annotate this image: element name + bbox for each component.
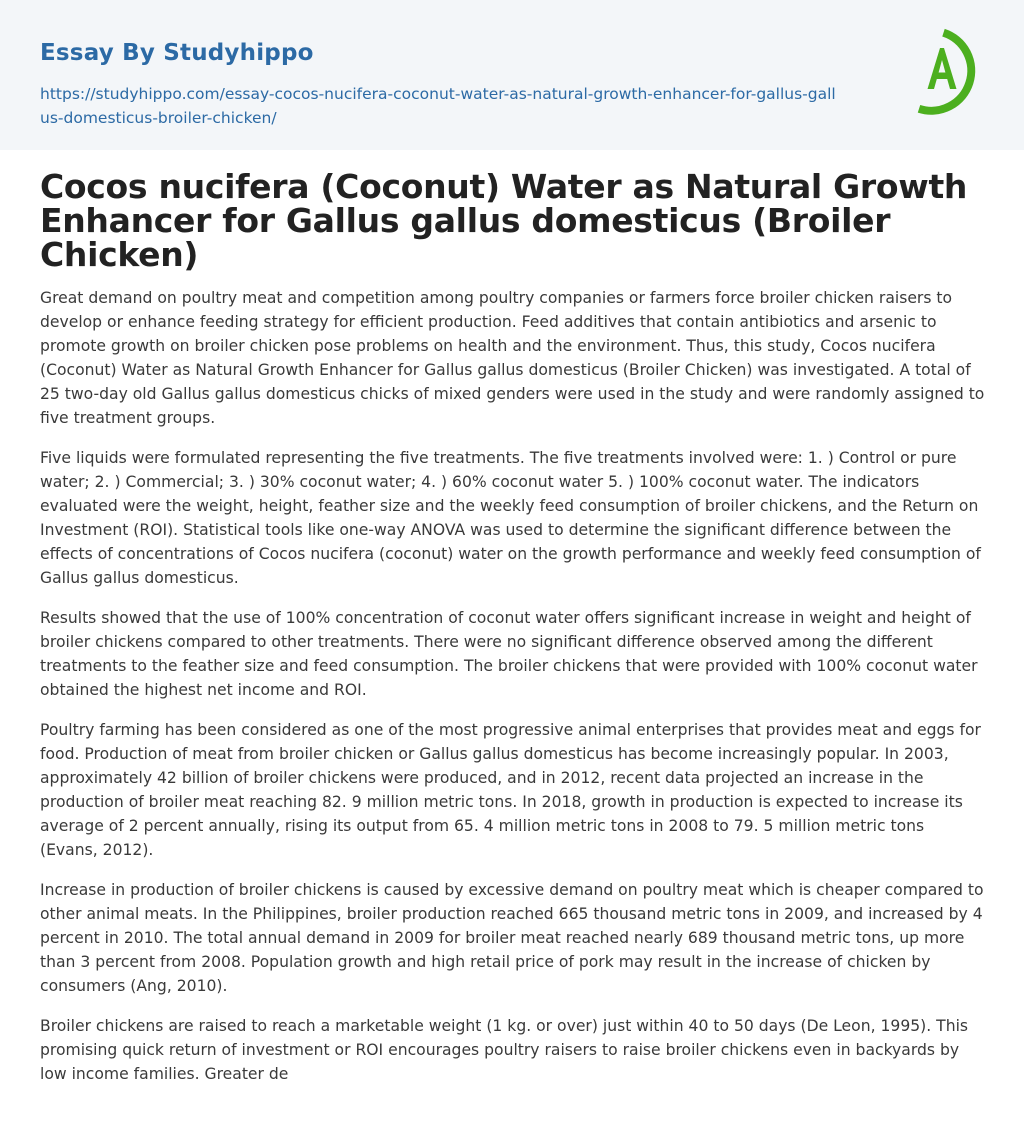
essay-content <box>40 167 986 1102</box>
essay-paragraph: Broiler chickens are raised to reach a marketable weight (1 kg. or over) just within 40 to 50 days (De Leon, 1995). This promising quick return of investment or ROI encourages poultry raisers to raise broiler chickens even in backyards by low income families. Greater de <box>40 1017 969 1083</box>
essay-paragraph: Five liquids were formulated representing the five treatments. The five treatments involved were: 1. ) Control or pure water; 2. ) Commercial; 3. ) 30% coconut water; 4. ) 60% coconut water 5. ) 100% coconut water. The indicators evaluated were the weight, height, feather size and the weekly feed consumption of broiler chickens, and the Return on Investment (ROI). Statistical tools like one-way ANOVA was used to determine the significant difference between the effects of concentrations of Cocos nucifera (coconut) water on the growth performance and weekly feed consumption of Gallus gallus domesticus. <box>40 449 981 587</box>
essay-paragraph: Results showed that the use of 100% concentration of coconut water offers significant increase in weight and height of broiler chickens compared to other treatments. There were no significant difference observed among the different treatments to the feather size and feed consumption. The broiler chickens that were provided with 100% coconut water obtained the highest net income and ROI. <box>40 609 978 699</box>
essay-paragraph: Great demand on poultry meat and competition among poultry companies or farmers force broiler chicken raisers to develop or enhance feeding strategy for efficient production. Feed additives that contain antibiotics and arsenic to promote growth on broiler chicken pose problems on health and the environment. Thus, this study, Cocos nucifera (Coconut) Water as Natural Growth Enhancer for Gallus gallus domesticus (Broiler Chicken) was investigated. A total of 25 two-day old Gallus gallus domesticus chicks of mixed genders were used in the study and were randomly assigned to five treatment groups. <box>40 289 985 427</box>
site-brand[interactable]: Essay By Studyhippo <box>40 40 314 66</box>
essay-paragraph: Poultry farming has been considered as one of the most progressive animal enterprises that provides meat and eggs for food. Production of meat from broiler chicken or Gallus gallus domesticus has become increasingly popular. In 2003, approximately 42 billion of broiler chickens were produced, and in 2012, recent data projected an increase in the production of broiler meat reaching 82. 9 million metric tons. In 2018, growth in production is expected to increase its average of 2 percent annually, rising its output from 65. 4 million metric tons in 2008 to 79. 5 million metric tons (Evans, 2012). <box>40 721 981 859</box>
essay-title: Cocos nucifera (Coconut) Water as Natural Growth Enhancer for Gallus gallus domesticus (Broiler Chicken) <box>40 167 968 274</box>
essay-url-link[interactable]: https://studyhippo.com/essay-cocos-nucifera-coconut-water-as-natural-growth-enhancer-for-gallus-gallus-domesticus-broiler-chicken/ <box>40 85 836 127</box>
studyhippo-logo-icon[interactable] <box>910 28 988 116</box>
site-header <box>0 0 1024 150</box>
essay-paragraph: Increase in production of broiler chickens is caused by excessive demand on poultry meat which is cheaper compared to other animal meats. In the Philippines, broiler production reached 665 thousand metric tons in 2009, and increased by 4 percent in 2010. The total annual demand in 2009 for broiler meat reached nearly 689 thousand metric tons, up more than 3 percent from 2008. Population growth and high retail price of pork may result in the increase of chicken by consumers (Ang, 2010). <box>40 881 984 995</box>
